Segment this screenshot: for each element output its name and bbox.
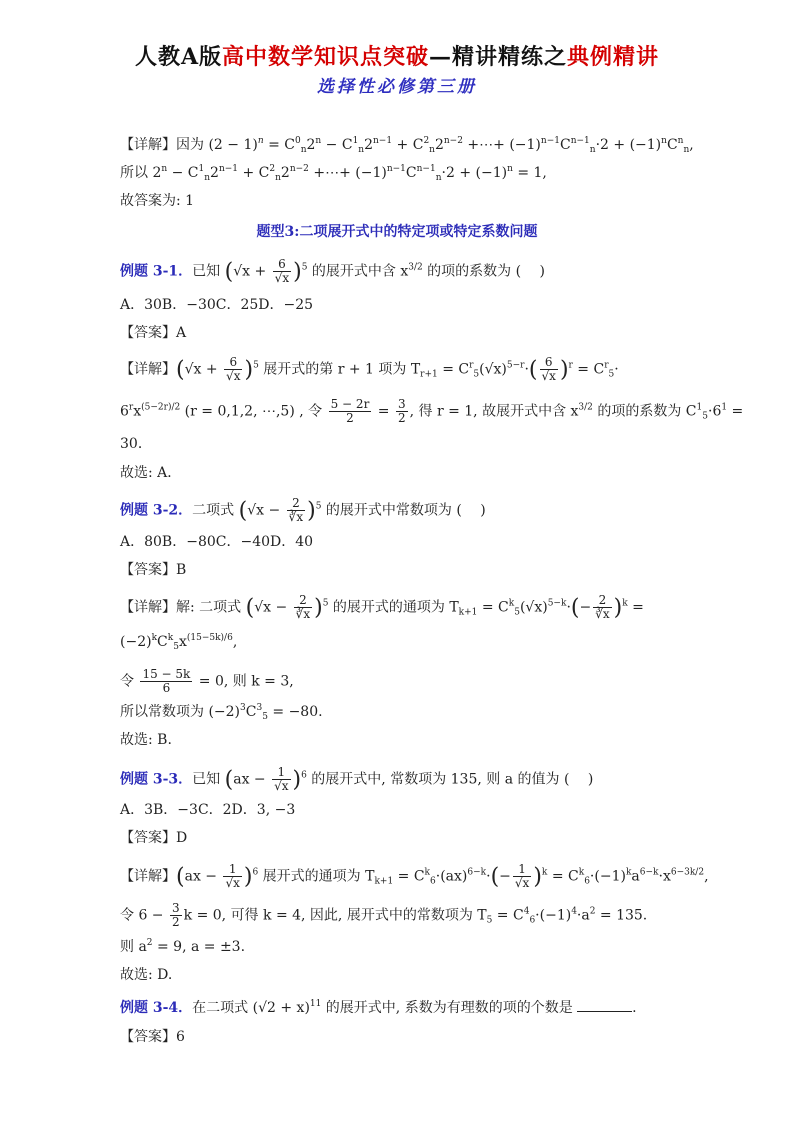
ex3-answer: 【答案】D xyxy=(120,830,188,846)
answer-blank xyxy=(577,999,632,1012)
ex3-options: A．3B．−3C．2D．3, −3 xyxy=(120,802,296,818)
ex2-detail-line-3: 令 $\frac{15 - 5k}{6}$ = 0, 则 k = 3, xyxy=(120,667,294,695)
ex1-detail-line-3: 30． xyxy=(120,436,152,452)
ex1-question: 例题 3-1．已知 (√x + $\frac{6}{√x}$ )$^5$ 的展开式中含 $x^{3/2}$ 的项的系数为 ( ) xyxy=(120,257,545,285)
ex1-conclusion: 故选: A． xyxy=(120,465,182,481)
prev-answer: 故答案为: 1 xyxy=(120,193,195,209)
ex4-answer: 【答案】6 xyxy=(120,1029,185,1045)
section-title: 题型3:二项展开式中的特定项或特定系数问题 xyxy=(256,224,538,240)
ex2-conclusion: 故选: B. xyxy=(120,732,172,748)
ex1-detail-line-1: 【详解】(√x + $\frac{6}{√x}$ )$^5$ 展开式的第 r + 1 项为 $T_{r+1} = C^r_5(√x)^{5-r}\cdot$( $\frac{6}{√x}$ )$^r = C^r_5\cdot$ xyxy=(120,355,619,383)
ex2-detail-line-2: $(-2)^kC^k_5x^{(15-5k)/6}$, xyxy=(120,633,238,652)
page-header-subtitle: 选择性必修第三册 xyxy=(317,77,477,97)
ex2-detail-line-4: 所以常数项为 $(-2)^3C^3_5 = -80$. xyxy=(120,703,323,722)
ex1-detail-line-2: $6^rx^{(5-2r)/2}$ (r = 0,1,2, ⋯,5) , 令 $\frac{5 - 2r}{2}$ = $\frac{3}{2}$ , 得 r = 1, 故展开式中含 $x^{3/2}$ 的项的系数为 $C^1_5\cdot 6^1$ = xyxy=(120,397,744,425)
ex2-options: A．80B．−80C．−40D．40 xyxy=(120,534,314,550)
ex2-question: 例题 3-2．二项式 (√x − $\frac{2}{∛x}$ )$^5$ 的展开式中常数项为 ( ) xyxy=(120,496,486,524)
ex1-options: A．30B．−30C．25D．−25 xyxy=(120,297,314,313)
prev-detail-line-1: 【详解】因为 $(2 - 1)^n = C^0_n2^n - C^1_n2^{n-1} + C^2_n2^{n-2}$ +⋯+ $(-1)^{n-1}C^{n-1}_n\cdot 2 + (-1)^nC^n_n$, xyxy=(120,136,694,155)
ex3-detail-line-2: 令 6 − $\frac{3}{2}$ k = 0, 可得 k = 4, 因此, 展开式中的常数项为 $T_5 = C^4_6\cdot(-1)^4\cdot a^2 = 135$. xyxy=(120,901,648,929)
ex2-answer: 【答案】B xyxy=(120,562,187,578)
ex3-conclusion: 故选: D. xyxy=(120,967,173,983)
ex3-question: 例题 3-3．已知 (ax − $\frac{1}{√x}$ )$^6$ 的展开式中, 常数项为 135, 则 a 的值为 ( ) xyxy=(120,765,594,793)
ex3-detail-line-3: 则 $a^2 = 9$, a = ±3. xyxy=(120,938,246,955)
prev-detail-line-2: 所以 $2^n - C^1_n2^{n-1} + C^2_n2^{n-2}$ +⋯+ $(-1)^{n-1}C^{n-1}_n\cdot 2 + (-1)^n = 1$, xyxy=(120,164,547,183)
ex2-detail-line-1: 【详解】解: 二项式 (√x − $\frac{2}{∛x}$ )$^5$ 的展开式的通项为 $T_{k+1} = C^k_5(√x)^{5-k}\cdot(-$ $\frac{2}{∛x}$ )$^k$ = xyxy=(120,593,644,621)
ex3-detail-line-1: 【详解】(ax − $\frac{1}{√x}$ )$^6$ 展开式的通项为 $T_{k+1} = C^k_6\cdot(ax)^{6-k}\cdot(-$ $\frac{1}{√x}$ )$^k = C^k_6\cdot(-1)^ka^{6-k}\cdot x^{6-3k/2}$, xyxy=(120,862,709,890)
ex4-question: 例题 3-4．在二项式 $(√2 + x)^{11}$ 的展开式中, 系数为有理数的项的个数是 . xyxy=(120,999,637,1016)
page-header-title: 人教A版高中数学知识点突破—精讲精练之典例精讲 xyxy=(134,44,660,70)
ex1-answer: 【答案】A xyxy=(120,325,187,341)
